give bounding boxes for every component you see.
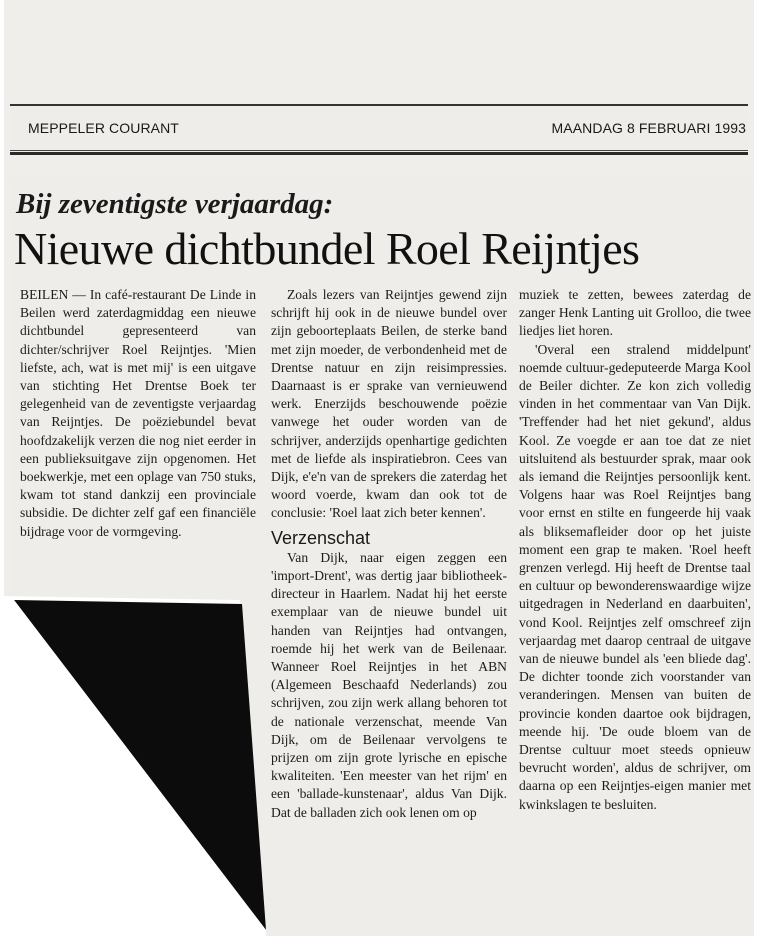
- paragraph: 'Overal een stralend middelpunt' noemde cultuur-gedeputeerde Marga Kool de Beiler dichter. Ze kon zich volledig vinden in het commentaar van Van Dijk. 'Treffender had het niet gekund', aldus Kool. Ze voegde er aan toe dat ze niet uitsluitend als bestuurder sprak, maar ook als iemand die Reijntjes persoonlijk kent. Volgens haar was Roel Reijntjes bang voor ernst en stilte en fungeerde hij vaak als bliksemafleider door op het juiste moment een grap te maken. 'Roel heeft grenzen verlegd. Hij heeft de Drentse taal en cultuur op bewonderenswaardige wijze uitgedragen in Nederland en daarbuiten', vond Kool. Reijntjes zelf omschreef zijn verjaardag met daarop centraal de uitgave van de nieuwe bundel als 'een bliede dag'. De dichter toonde zich voorstander van veranderingen. Mensen van buiten de provincie konden daartoe ook bijdragen, meende hij. 'De oude bloem van de Drentse cultuur moet steeds opnieuw bevrucht worden', aldus de schrijver, om daarna op een Reijntjes-eigen manier met kwinkslagen te besluiten.: [519, 341, 751, 812]
- article-column-1: [20, 286, 256, 541]
- newspaper-name: MEPPELER COURANT: [28, 120, 179, 136]
- paragraph: muziek te zetten, bewees zaterdag de zanger Henk Lanting uit Grolloo, die twee liedjes liet horen.: [519, 287, 751, 339]
- paragraph: BEILEN — In café-restaurant De Linde in Beilen werd zaterdagmiddag een nieuwe dichtbundel gepresenteerd van dichter/schrijver Roel Reijntjes. 'Mien liefste, ach, wat is met mij' is een uitgave van stichting Het Drentse Boek ter gelegenheid van de zeventigste verjaardag van Reijntjes. De poëziebundel bevat hoofdzakelijk verzen die nog niet eerder in een publieksuitgave zijn opgenomen. Het boekwerkje, met een oplage van 750 stuks, kwam tot stand dankzij een provinciale subsidie. De dichter zelf gaf een financiële bijdrage voor de vormgeving.: [20, 287, 256, 539]
- paragraph: Zoals lezers van Reijntjes gewend zijn schrijft hij ook in de nieuwe bundel over zijn geboorteplaats Beilen, de sterke band met zijn moeder, de verbondenheid met de Drentse natuur en zijn reisimpressies. Daarnaast is er sprake van vernieuwend werk. Enerzijds beschouwende poëzie vanwege het ouder worden van de schrijver, anderzijds openhartige gedichten met de liefde als inspiratiebron. Cees van Dijk, e'e'n van de sprekers die zaterdag het woord voerde, kwam dan ook tot de conclusie: 'Roel laat zich beter kennen'.: [271, 287, 507, 521]
- article-column-3: [519, 286, 751, 814]
- article-column-2: [271, 286, 507, 822]
- publication-date: MAANDAG 8 FEBRUARI 1993: [551, 120, 746, 136]
- section-subheading: Verzenschat: [271, 527, 371, 548]
- article-headline: Nieuwe dichtbundel Roel Reijntjes: [14, 223, 640, 274]
- paragraph: Van Dijk, naar eigen zeggen een 'import-Drent', was dertig jaar bibliotheek-directeur in Haarlem. Nadat hij het eerste exemplaar van de nieuwe bundel uit handen van Reijntjes had ontvangen, roemde hij het werk van de Beilenaar. Wanneer Roel Reijntjes in het ABN (Algemeen Beschaafd Nederlands) zou schrijven, zou zijn werk allang behoren tot de nationale verzenschat, meende Van Dijk, om de Beilenaar vervolgens te prijzen om zijn grote lyrische en epische kwaliteiten. 'Een meester van het rijm' en een 'ballade-kunstenaar', aldus Van Dijk. Dat de balladen zich ook lenen om op: [271, 549, 507, 820]
- masthead: [10, 104, 748, 151]
- article-kicker: Bij zeventigste verjaardag:: [16, 188, 334, 220]
- masthead-rule: [10, 152, 748, 155]
